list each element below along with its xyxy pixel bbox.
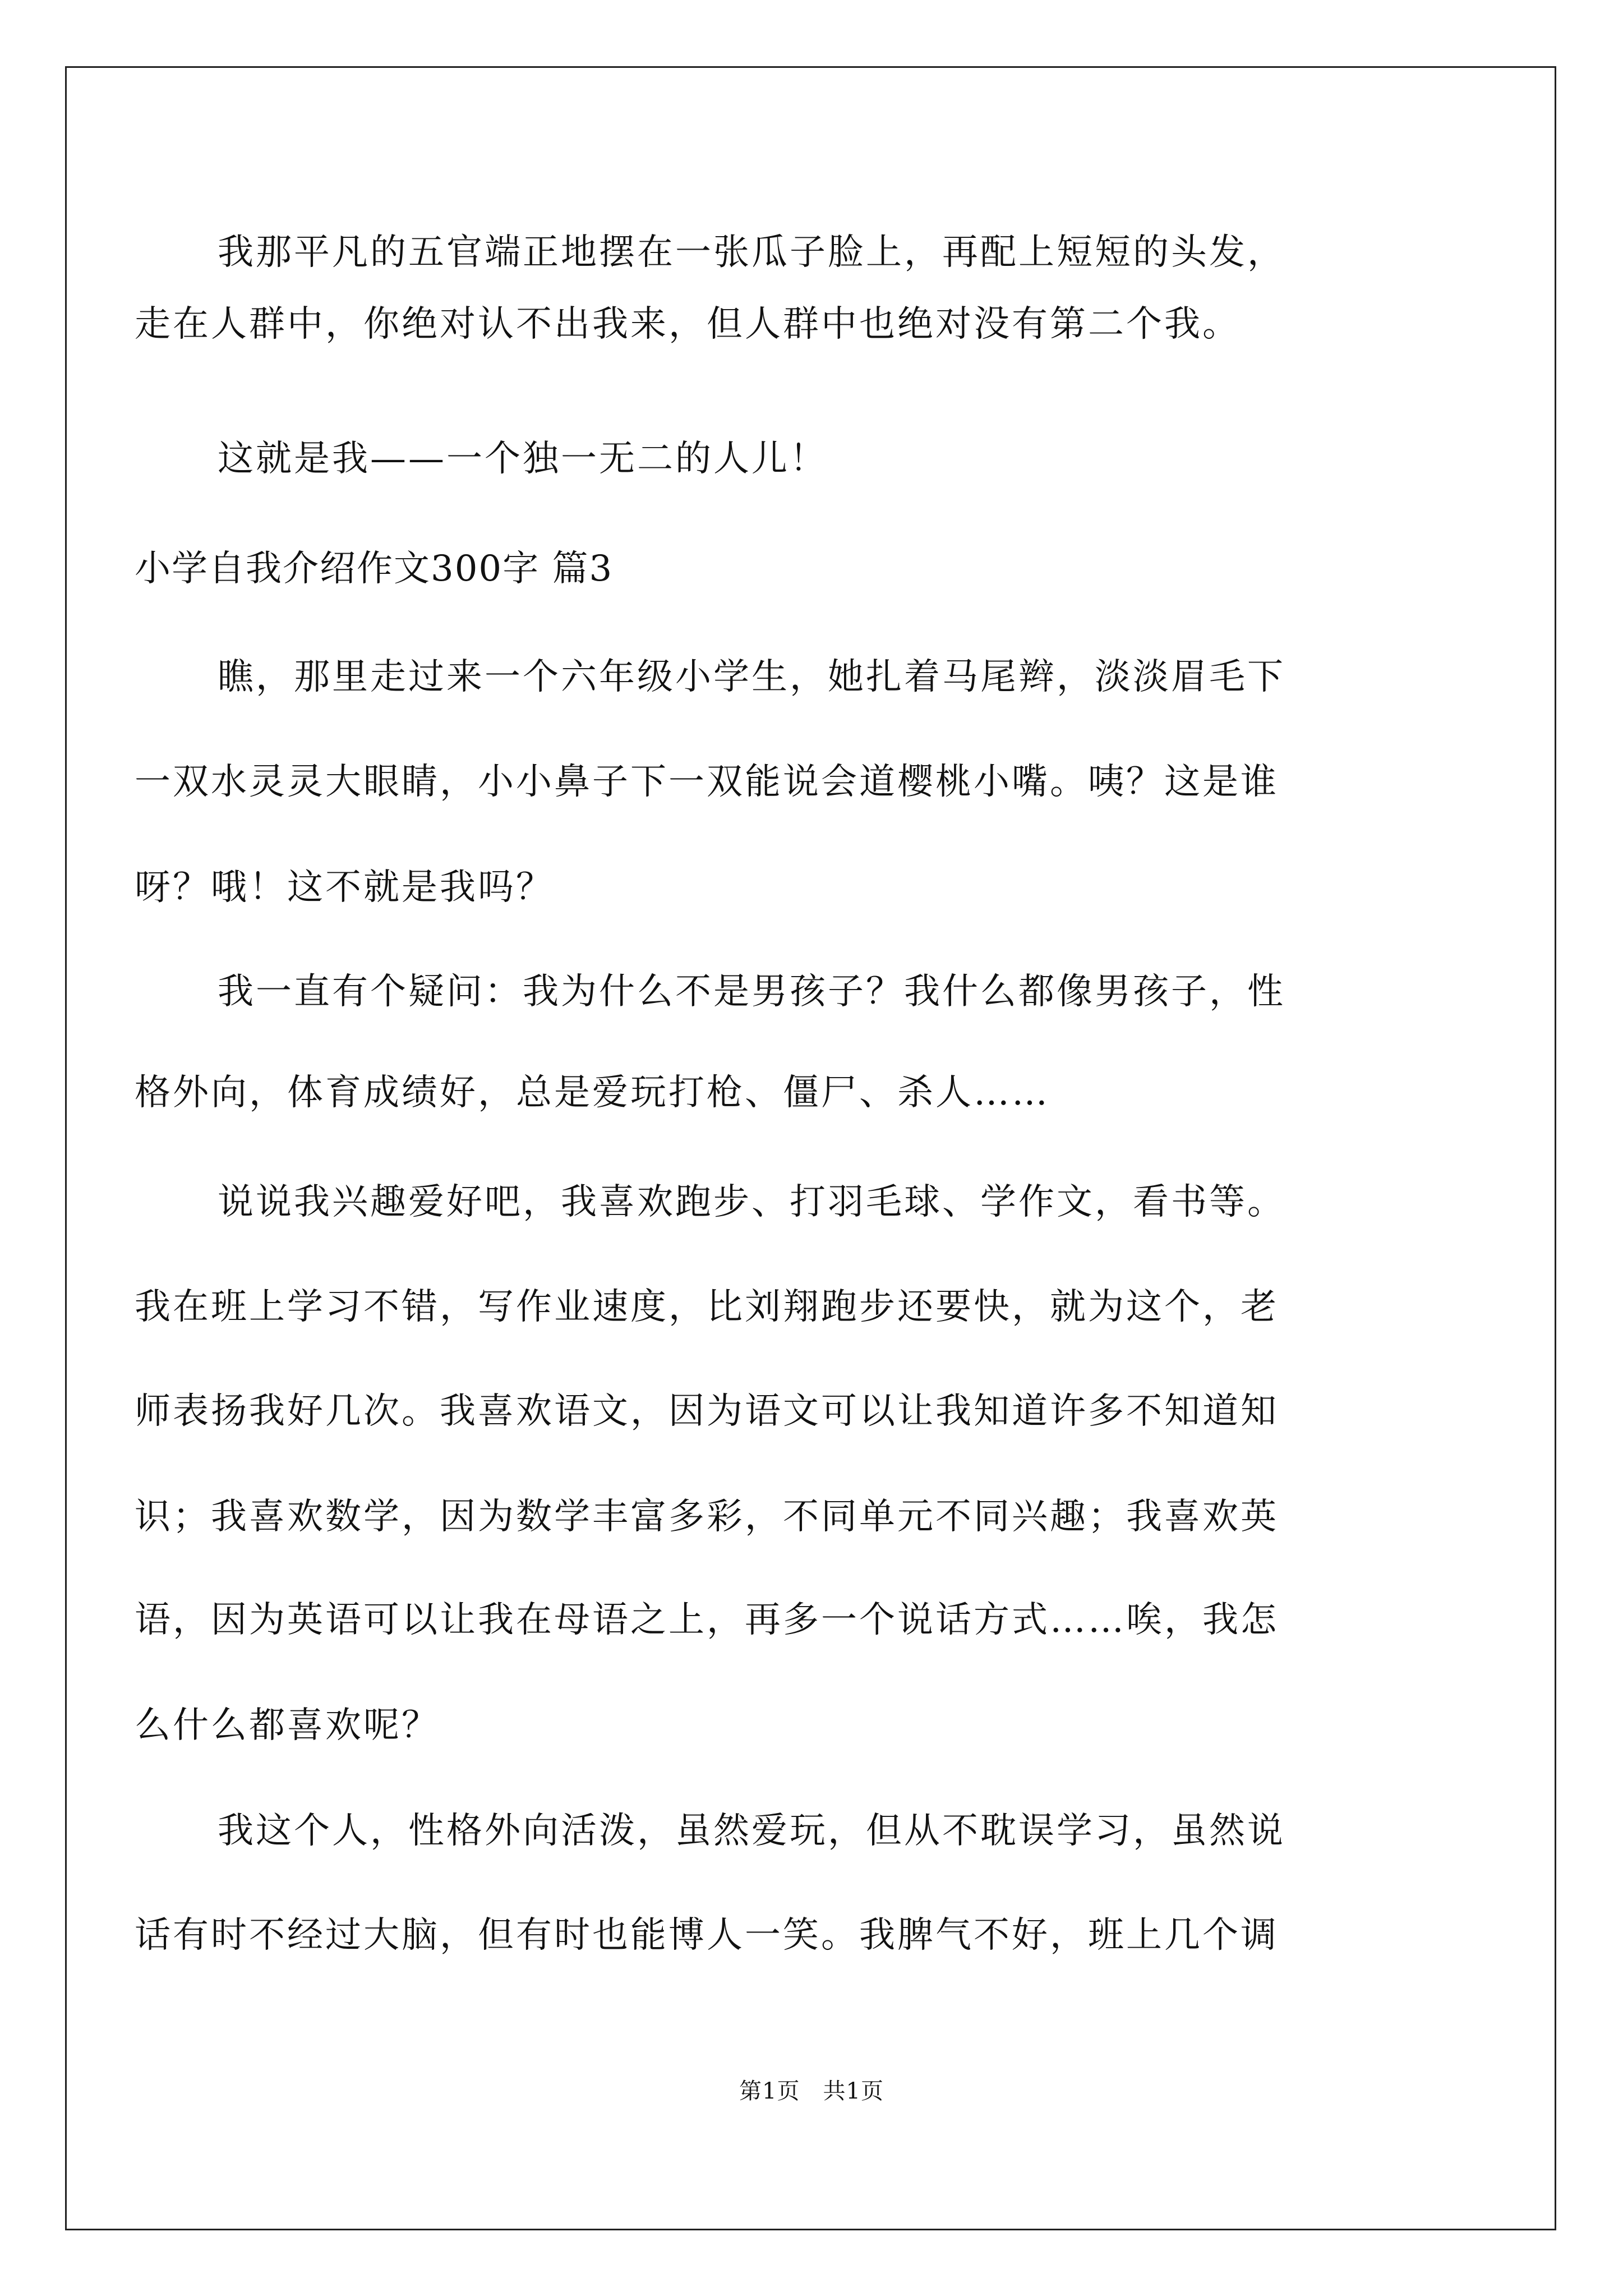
paragraph-line: 我一直有个疑问：我为什么不是男孩子？我什么都像男孩子，性 [218, 971, 1285, 1013]
paragraph-line: 识；我喜欢数学，因为数学丰富多彩，不同单元不同兴趣；我喜欢英 [135, 1496, 1279, 1538]
paragraph-line: 呀？哦！这不就是我吗？ [135, 867, 554, 908]
paragraph-line: 么什么都喜欢呢？ [135, 1705, 440, 1746]
paragraph-line: 说说我兴趣爱好吧，我喜欢跑步、打羽毛球、学作文，看书等。 [218, 1181, 1285, 1223]
paragraph-line: 师表扬我好几次。我喜欢语文，因为语文可以让我知道许多不知道知 [135, 1391, 1279, 1432]
paragraph-line: 语，因为英语可以让我在母语之上，再多一个说话方式……唉，我怎 [135, 1599, 1279, 1641]
paragraph-line: 格外向，体育成绩好，总是爱玩打枪、僵尸、杀人…… [135, 1072, 1050, 1114]
paragraph-line: 这就是我——一个独一无二的人儿！ [218, 438, 828, 480]
paragraph-line: 话有时不经过大脑，但有时也能博人一笑。我脾气不好，班上几个调 [135, 1915, 1279, 1956]
paragraph-line: 我这个人，性格外向活泼，虽然爱玩，但从不耽误学习，虽然说 [218, 1810, 1285, 1852]
paragraph-line: 一双水灵灵大眼睛，小小鼻子下一双能说会道樱桃小嘴。咦？这是谁 [135, 761, 1279, 803]
paragraph-line: 我那平凡的五官端正地摆在一张瓜子脸上，再配上短短的头发， [218, 232, 1285, 273]
paragraph-line: 我在班上学习不错，写作业速度，比刘翔跑步还要快，就为这个，老 [135, 1286, 1279, 1328]
paragraph-line: 走在人群中，你绝对认不出我来，但人群中也绝对没有第二个我。 [135, 303, 1241, 345]
section-heading: 小学自我介绍作文300字 篇3 [135, 548, 614, 590]
paragraph-line: 瞧，那里走过来一个六年级小学生，她扎着马尾辫，淡淡眉毛下 [218, 656, 1285, 698]
page-border [65, 66, 1556, 2230]
page-footer: 第1页 共1页 [739, 2078, 884, 2104]
